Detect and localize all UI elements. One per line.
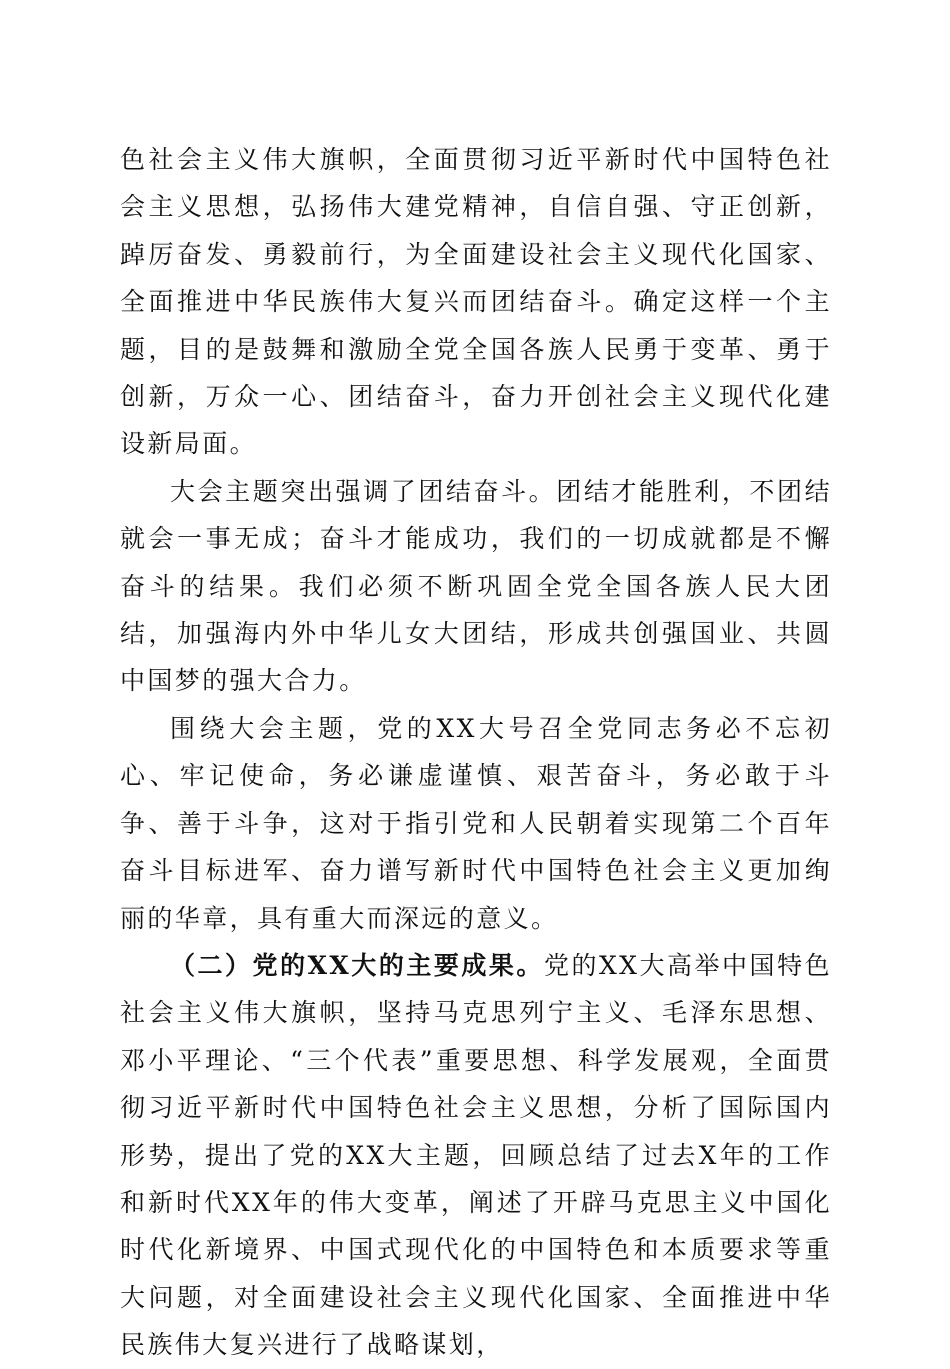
- paragraph-continued: 色社会主义伟大旗帜，全面贯彻习近平新时代中国特色社会主义思想，弘扬伟大建党精神，自信自强、守正创新，踔厉奋发、勇毅前行，为全面建设社会主义现代化国家、全面推进中华民族伟大复兴而团结奋斗。确定这样一个主题，目的是鼓舞和激励全党全国各族人民勇于变革、勇于创新，万众一心、团结奋斗，奋力开创社会主义现代化建设新局面。: [120, 145, 832, 459]
- paragraph-theme-call: 围绕大会主题，党的XX大号召全党同志务必不忘初心、牢记使命，务必谦虚谨慎、艰苦奋斗，务必敢于斗争、善于斗争，这对于指引党和人民朝着实现第二个百年奋斗目标进军、奋力谱写新时代中国特色社会主义更加绚丽的华章，具有重大而深远的意义。: [120, 713, 832, 933]
- paragraph-main-achievements: [120, 942, 832, 1369]
- paragraph-unity-struggle: 大会主题突出强调了团结奋斗。团结才能胜利，不团结就会一事无成；奋斗才能成功，我们的一切成就都是不懈奋斗的结果。我们必须不断巩固全党全国各族人民大团结，加强海内外中华儿女大团结，形成共创强国业、共圆中国梦的强大合力。: [120, 476, 832, 696]
- document-body: [120, 136, 832, 1369]
- section-heading: （二）党的XX大的主要成果。: [170, 950, 544, 980]
- paragraph-body-text: 党的XX大高举中国特色社会主义伟大旗帜，坚持马克思列宁主义、毛泽东思想、邓小平理论、“三个代表”重要思想、科学发展观，全面贯彻习近平新时代中国特色社会主义思想，分析了国际国内形势，提出了党的XX大主题，回顾总结了过去X年的工作和新时代XX年的伟大变革，阐述了开辟马克思主义中国化时代化新境界、中国式现代化的中国特色和本质要求等重大问题，对全面建设社会主义现代化国家、全面推进中华民族伟大复兴进行了战略谋划，: [120, 950, 832, 1360]
